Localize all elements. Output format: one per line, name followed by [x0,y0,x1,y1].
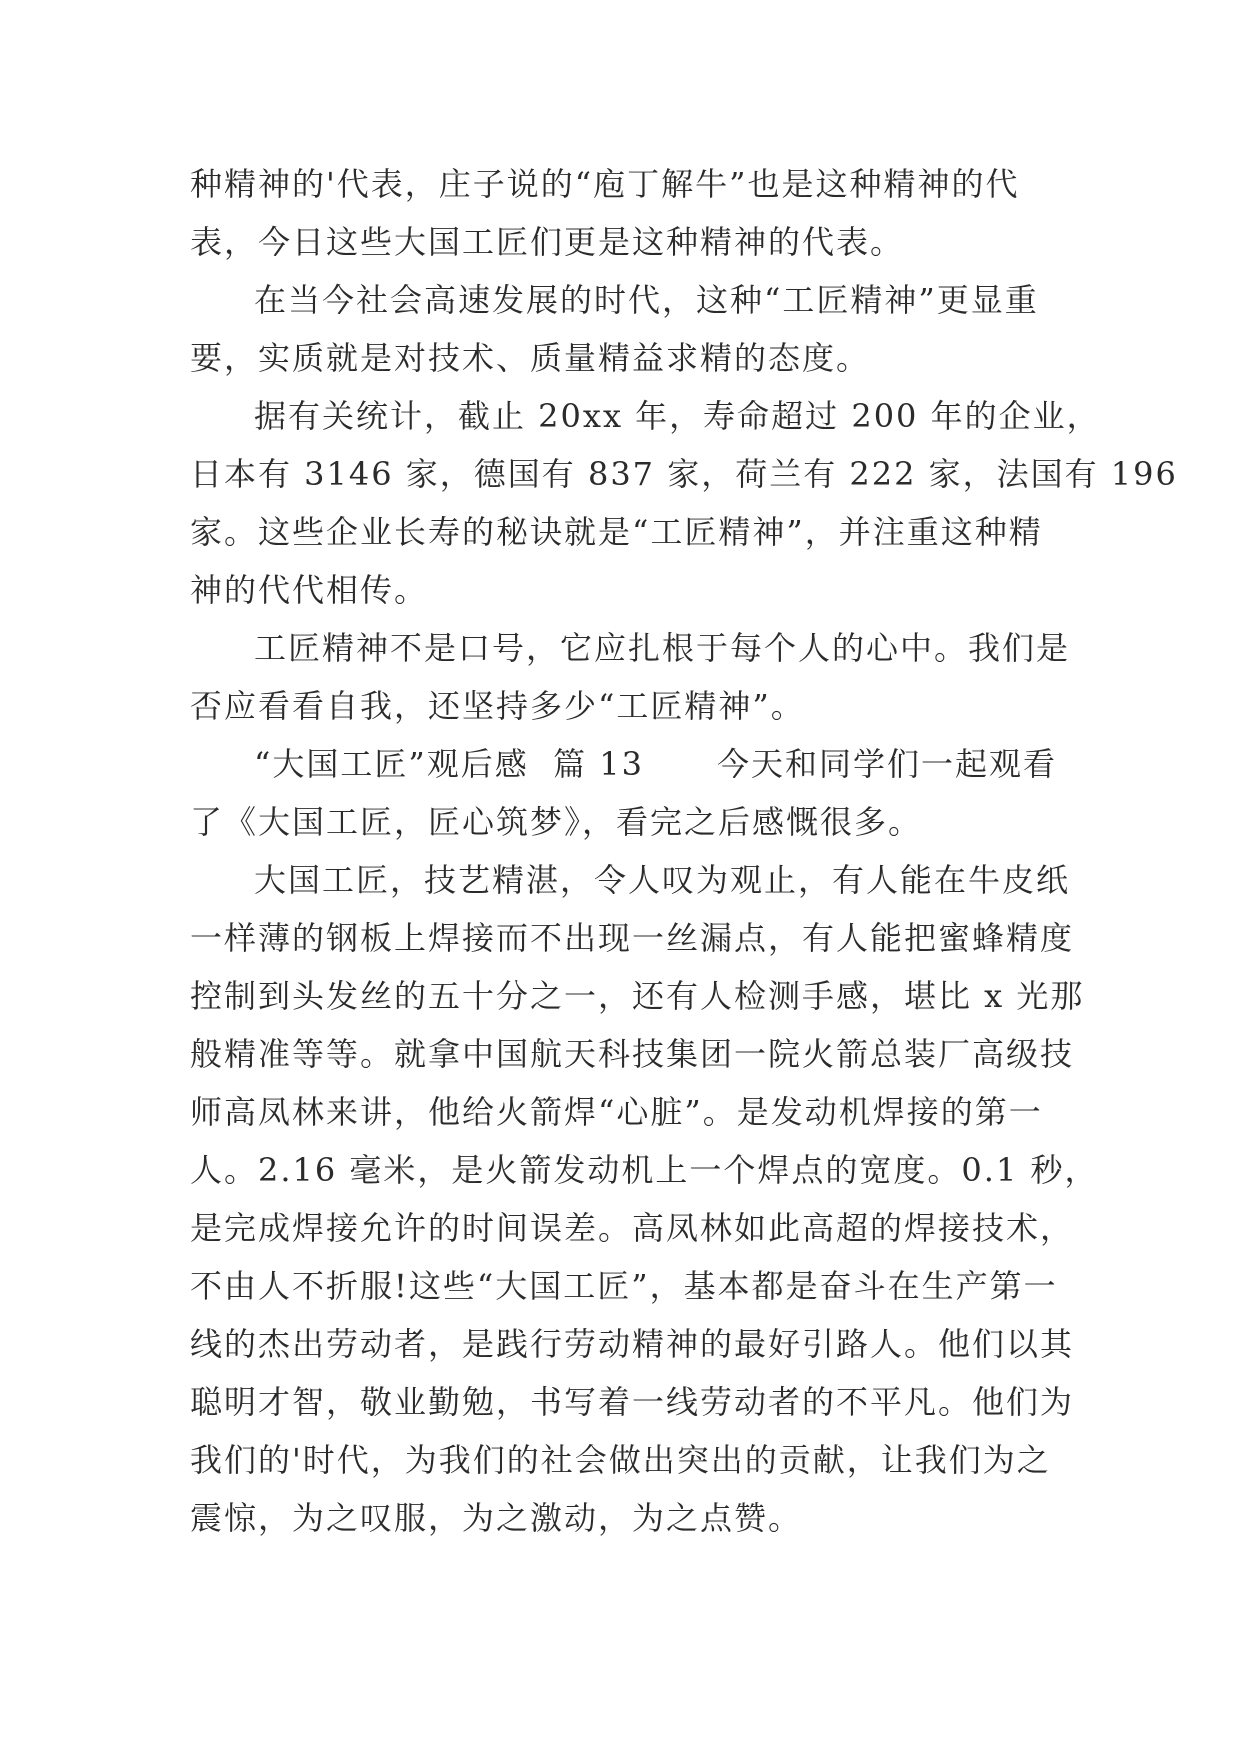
text-line: 人。2.16 毫米，是火箭发动机上一个焊点的宽度。0.1 秒， [190,1151,1099,1189]
text-line: 我们的'时代，为我们的社会做出突出的贡献，让我们为之 [190,1441,1051,1479]
text-line: 在当今社会高速发展的时代，这种“工匠精神”更显重 [254,281,1039,319]
text-line: 震惊，为之叹服，为之激动，为之点赞。 [190,1499,803,1537]
text-line: 不由人不折服!这些“大国工匠”，基本都是奋斗在生产第一 [190,1267,1058,1305]
text-line: 般精准等等。就拿中国航天科技集团一院火箭总装厂高级技 [190,1035,1075,1073]
text-line: 表，今日这些大国工匠们更是这种精神的代表。 [190,223,905,261]
text-line: 据有关统计，截止 20xx 年，寿命超过 200 年的企业， [254,397,1101,435]
text-line: 一样薄的钢板上焊接而不出现一丝漏点，有人能把蜜蜂精度 [190,919,1075,957]
section-heading-line: “大国工匠”观后感 篇 13 今天和同学们一起观看 [254,745,1057,783]
text-line: 聪明才智，敬业勤勉，书写着一线劳动者的不平凡。他们为 [190,1383,1075,1421]
document-body [190,155,1178,1547]
text-line: 日本有 3146 家，德国有 837 家，荷兰有 222 家，法国有 196 [190,455,1178,493]
text-line: 控制到头发丝的五十分之一，还有人检测手感，堪比 x 光那 [190,977,1085,1015]
text-line: 家。这些企业长寿的秘诀就是“工匠精神”，并注重这种精 [190,513,1043,551]
text-line: 种精神的'代表，庄子说的“庖丁解牛”也是这种精神的代 [190,165,1020,203]
text-line: 要，实质就是对技术、质量精益求精的态度。 [190,339,871,377]
text-line: 工匠精神不是口号，它应扎根于每个人的心中。我们是 [254,629,1071,667]
text-line: 师高凤林来讲，他给火箭焊“心脏”。是发动机焊接的第一 [190,1093,1043,1131]
text-line: 神的代代相传。 [190,571,429,609]
text-line: 是完成焊接允许的时间误差。高凤林如此高超的焊接技术， [190,1209,1075,1247]
text-line: 了《大国工匠，匠心筑梦》，看完之后感慨很多。 [190,803,923,841]
text-line: 否应看看自我，还坚持多少“工匠精神”。 [190,687,805,725]
text-line: 大国工匠，技艺精湛，令人叹为观止，有人能在牛皮纸 [254,861,1071,899]
text-line: 线的杰出劳动者，是践行劳动精神的最好引路人。他们以其 [190,1325,1075,1363]
